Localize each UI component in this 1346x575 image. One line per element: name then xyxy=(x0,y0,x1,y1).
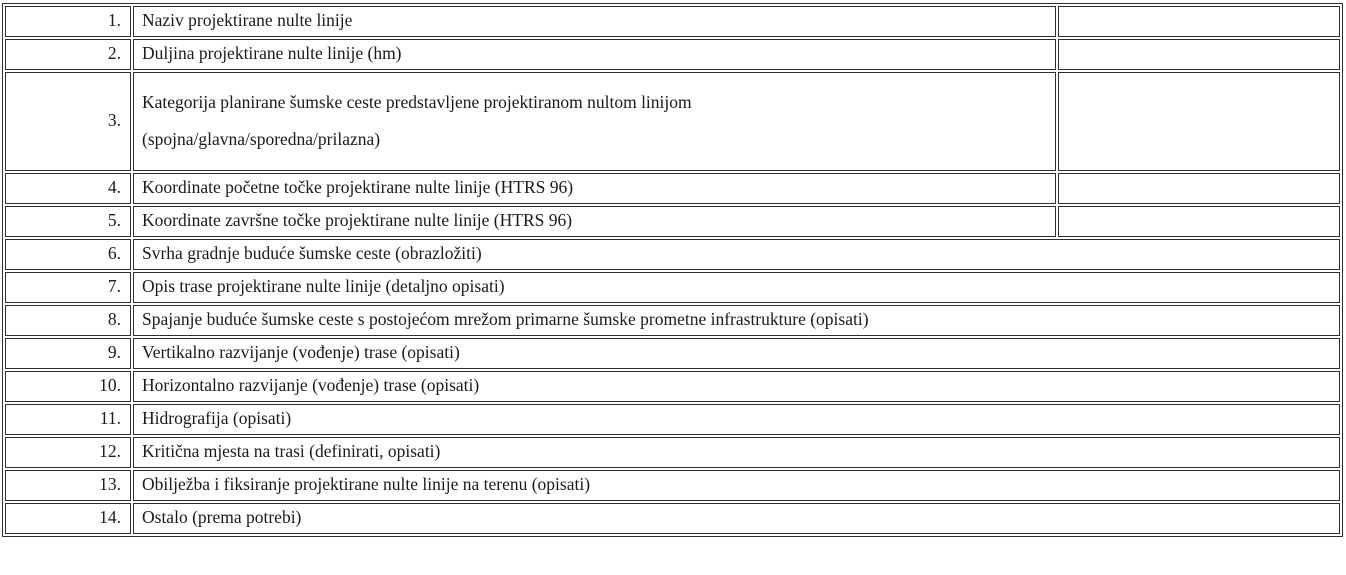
table-row xyxy=(5,6,1340,37)
row-label: Ostalo (prema potrebi) xyxy=(133,503,1340,534)
row-label xyxy=(133,72,1056,171)
row-number: 4. xyxy=(5,173,131,204)
table-row xyxy=(5,404,1340,435)
row-number: 14. xyxy=(5,503,131,534)
row-number: 7. xyxy=(5,272,131,303)
row-number: 13. xyxy=(5,470,131,501)
table-row xyxy=(5,239,1340,270)
row-label: Kritična mjesta na trasi (definirati, opisati) xyxy=(133,437,1340,468)
value-cell xyxy=(1058,6,1340,37)
table-row xyxy=(5,72,1340,171)
table-row xyxy=(5,39,1340,70)
row-number: 1. xyxy=(5,6,131,37)
table-row xyxy=(5,470,1340,501)
row-label: Naziv projektirane nulte linije xyxy=(133,6,1056,37)
row-label-line-1: Kategorija planirane šumske ceste predstavljene projektiranom nultom linijom xyxy=(142,91,692,112)
value-cell xyxy=(1058,39,1340,70)
row-label: Obilježba i fiksiranje projektirane nulte linije na terenu (opisati) xyxy=(133,470,1340,501)
table-row xyxy=(5,503,1340,534)
row-label: Hidrografija (opisati) xyxy=(133,404,1340,435)
table-row xyxy=(5,305,1340,336)
row-label: Spajanje buduće šumske ceste s postojećom mrežom primarne šumske prometne infrastrukture (opisati) xyxy=(133,305,1340,336)
row-label: Horizontalno razvijanje (vođenje) trase (opisati) xyxy=(133,371,1340,402)
table-row xyxy=(5,371,1340,402)
table-row xyxy=(5,272,1340,303)
form-table xyxy=(2,3,1343,537)
row-number: 5. xyxy=(5,206,131,237)
row-number: 9. xyxy=(5,338,131,369)
row-number: 8. xyxy=(5,305,131,336)
value-cell xyxy=(1058,173,1340,204)
row-label: Duljina projektirane nulte linije (hm) xyxy=(133,39,1056,70)
table-row xyxy=(5,338,1340,369)
value-cell xyxy=(1058,206,1340,237)
row-label: Vertikalno razvijanje (vođenje) trase (opisati) xyxy=(133,338,1340,369)
row-number: 3. xyxy=(5,72,131,171)
table-row xyxy=(5,206,1340,237)
row-number: 11. xyxy=(5,404,131,435)
row-label: Koordinate početne točke projektirane nulte linije (HTRS 96) xyxy=(133,173,1056,204)
value-cell xyxy=(1058,72,1340,171)
row-number: 12. xyxy=(5,437,131,468)
table-row xyxy=(5,437,1340,468)
row-label: Svrha gradnje buduće šumske ceste (obrazložiti) xyxy=(133,239,1340,270)
row-label: Koordinate završne točke projektirane nulte linije (HTRS 96) xyxy=(133,206,1056,237)
row-number: 10. xyxy=(5,371,131,402)
row-label-line-2: (spojna/glavna/sporedna/prilazna) xyxy=(142,129,381,149)
table-row xyxy=(5,173,1340,204)
row-number: 2. xyxy=(5,39,131,70)
row-number: 6. xyxy=(5,239,131,270)
row-label: Opis trase projektirane nulte linije (detaljno opisati) xyxy=(133,272,1340,303)
